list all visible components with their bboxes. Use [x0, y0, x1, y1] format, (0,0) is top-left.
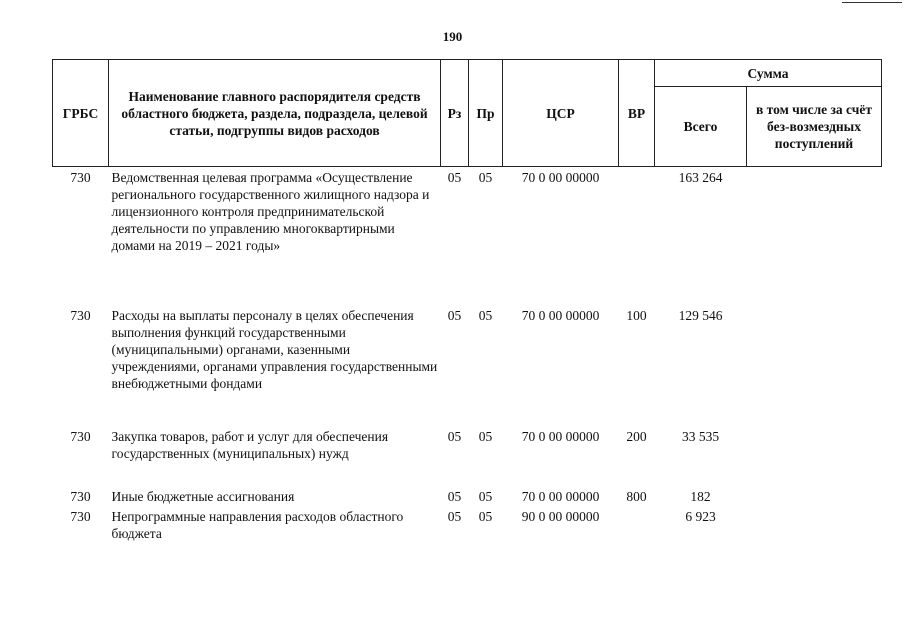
cell-vr: 100	[626, 308, 647, 323]
cell-vsego: 33 535	[681, 429, 720, 444]
table-row	[53, 488, 882, 508]
header-vr: ВР	[619, 60, 655, 167]
header-summa: Сумма	[655, 60, 882, 87]
cell-csr: 70 0 00 00000	[521, 170, 600, 185]
cell-grbs: 730	[70, 509, 91, 524]
cell-name: Закупка товаров, работ и услуг для обеспечения государственных (муниципальных) нужд	[111, 429, 389, 461]
budget-table	[52, 59, 882, 542]
header-vtom: в том числе за счёт без-возмездных поступлений	[747, 87, 882, 167]
table-body	[53, 167, 882, 543]
cell-csr: 90 0 00 00000	[521, 509, 600, 524]
cell-csr: 70 0 00 00000	[521, 308, 600, 323]
cell-name: Иные бюджетные ассигнования	[111, 489, 295, 504]
cell-vr: 200	[626, 429, 647, 444]
table-row	[53, 167, 882, 308]
cell-csr: 70 0 00 00000	[521, 429, 600, 444]
cell-rz: 05	[447, 429, 462, 444]
cell-vtom	[747, 428, 882, 488]
cell-vsego: 182	[690, 489, 711, 504]
cell-rz: 05	[447, 170, 462, 185]
cell-grbs: 730	[70, 489, 91, 504]
table-row	[53, 428, 882, 488]
cell-grbs: 730	[70, 308, 91, 323]
header-pr: Пр	[469, 60, 503, 167]
cell-vsego: 163 264	[678, 170, 723, 185]
cell-vtom	[747, 167, 882, 308]
cell-vr	[619, 167, 655, 308]
cell-grbs: 730	[70, 170, 91, 185]
cell-pr: 05	[478, 308, 493, 323]
cell-rz: 05	[447, 489, 462, 504]
cell-vtom	[747, 307, 882, 428]
page-number: 190	[442, 29, 463, 44]
cell-vsego: 6 923	[685, 509, 716, 524]
cell-name: Ведомственная целевая программа «Осуществление регионального государственного жилищного надзора и лицензионного контроля предпринимательской деятельности по управлению многоквартирными домами на 2019 – 2021 годы»	[111, 170, 430, 253]
cell-pr: 05	[478, 429, 493, 444]
table-row	[53, 508, 882, 542]
cell-vsego: 129 546	[678, 308, 723, 323]
header-csr: ЦСР	[503, 60, 619, 167]
header-grbs: ГРБС	[53, 60, 109, 167]
cell-rz: 05	[447, 509, 462, 524]
cell-rz: 05	[447, 308, 462, 323]
header-name: Наименование главного распорядителя средств областного бюджета, раздела, подраздела, целевой статьи, подгруппы видов расходов	[109, 60, 441, 167]
cell-vr: 800	[626, 489, 647, 504]
cell-pr: 05	[478, 489, 493, 504]
scan-edge-line	[842, 2, 902, 3]
header-vsego: Всего	[655, 87, 747, 167]
cell-vtom	[747, 508, 882, 542]
header-rz: Рз	[441, 60, 469, 167]
cell-name: Непрограммные направления расходов областного бюджета	[111, 509, 404, 541]
cell-pr: 05	[478, 509, 493, 524]
cell-csr: 70 0 00 00000	[521, 489, 600, 504]
cell-grbs: 730	[70, 429, 91, 444]
cell-pr: 05	[478, 170, 493, 185]
table-header	[53, 60, 882, 167]
cell-name: Расходы на выплаты персоналу в целях обеспечения выполнения функций государственными (муниципальными) органами, казенными учреждениями, органами управления государственными внебюджетными фондами	[111, 308, 438, 391]
cell-vr	[619, 508, 655, 542]
table-row	[53, 307, 882, 428]
cell-vtom	[747, 488, 882, 508]
